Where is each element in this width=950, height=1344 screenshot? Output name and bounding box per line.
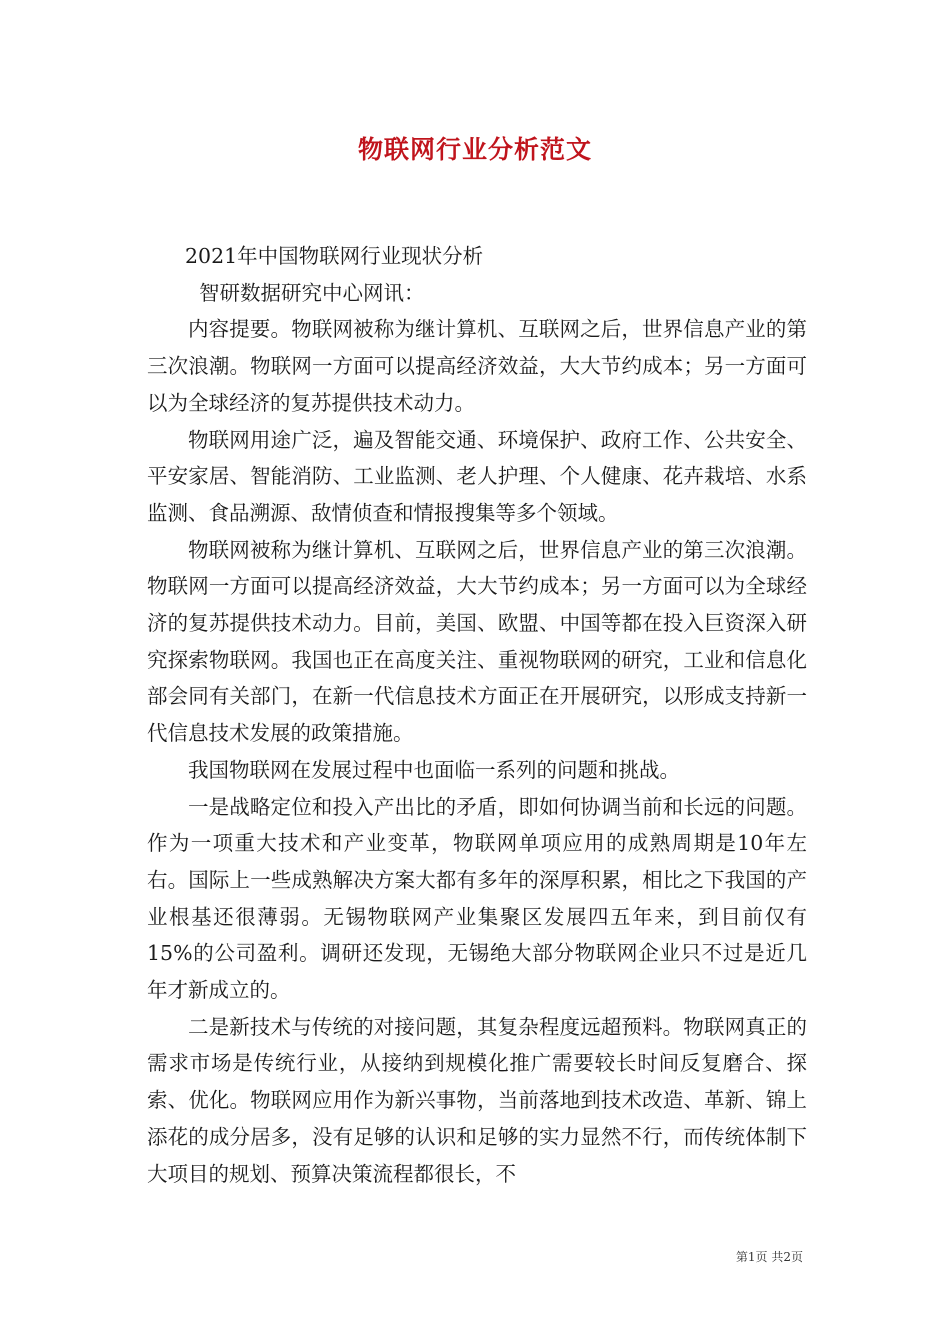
- paragraph-source: 智研数据研究中心网讯：: [199, 280, 425, 305]
- paragraph: 内容提要。物联网被称为继计算机、互联网之后，世界信息产业的第三次浪潮。物联网一方面可以提高经济效益，大大节约成本；另一方面可以为全球经济的复苏提供技术动力。: [147, 317, 807, 415]
- paragraph-heading: 2021年中国物联网行业现状分析: [185, 244, 484, 268]
- paragraph: 物联网用途广泛，遍及智能交通、环境保护、政府工作、公共安全、平安家居、智能消防、工业监测、老人护理、个人健康、花卉栽培、水系监测、食品溯源、敌情侦查和情报搜集等多个领域。: [147, 427, 807, 525]
- paragraph: 我国物联网在发展过程中也面临一系列的问题和挑战。: [188, 757, 680, 782]
- document-body: [147, 238, 807, 1192]
- paragraph: 物联网被称为继计算机、互联网之后，世界信息产业的第三次浪潮。物联网一方面可以提高经济效益，大大节约成本；另一方面可以为全球经济的复苏提供技术动力。目前，美国、欧盟、中国等都在投入巨资深入研究探索物联网。我国也正在高度关注、重视物联网的研究，工业和信息化部会同有关部门，在新一代信息技术方面正在开展研究，以形成支持新一代信息技术发展的政策措施。: [147, 537, 807, 746]
- paragraph: 二是新技术与传统的对接问题，其复杂程度远超预料。物联网真正的需求市场是传统行业，从接纳到规模化推广需要较长时间反复磨合、探索、优化。物联网应用作为新兴事物，当前落地到技术改造、革新、锦上添花的成分居多，没有足够的认识和足够的实力显然不行，而传统体制下大项目的规划、预算决策流程都很长，不: [147, 1014, 807, 1186]
- document-title: 物联网行业分析范文: [357, 135, 592, 164]
- page-number: 第1页 共2页: [735, 1250, 803, 1264]
- paragraph: 一是战略定位和投入产出比的矛盾，即如何协调当前和长远的问题。作为一项重大技术和产业变革，物联网单项应用的成熟周期是10年左右。国际上一些成熟解决方案大都有多年的深厚积累，相比之下我国的产业根基还很薄弱。无锡物联网产业集聚区发展四五年来，到目前仅有15%的公司盈利。调研还发现，无锡绝大部分物联网企业只不过是近几年才新成立的。: [147, 794, 807, 1003]
